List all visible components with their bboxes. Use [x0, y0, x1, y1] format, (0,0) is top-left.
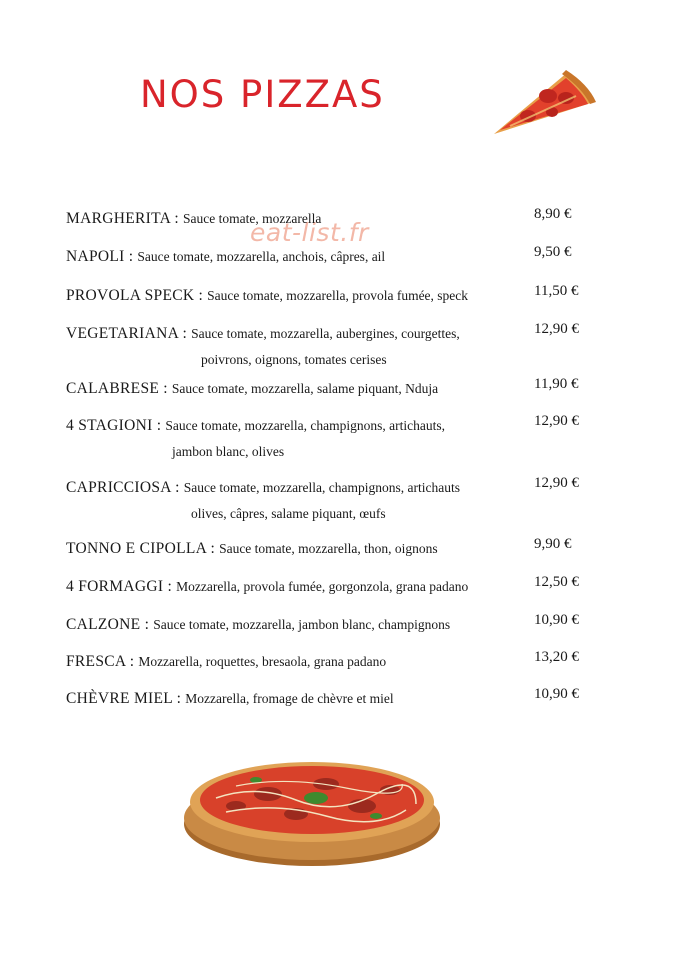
pizza-name: MARGHERITA :: [66, 210, 180, 227]
pizza-price: 11,90 €: [534, 376, 579, 392]
menu-item: [66, 574, 606, 612]
pizza-name: TONNO E CIPOLLA :: [66, 540, 216, 557]
pizza-name: CALABRESE :: [66, 380, 168, 397]
pizza-description: Sauce tomate, mozzarella: [183, 211, 322, 226]
pizza-price: 9,90 €: [534, 536, 572, 552]
menu-item: [66, 686, 606, 724]
menu-item: [66, 321, 606, 376]
pizza-price: 10,90 €: [534, 686, 579, 702]
pizza-menu-list: [66, 206, 606, 724]
pizza-description: Sauce tomate, mozzarella, anchois, câpres, ail: [137, 249, 386, 264]
pizza-description: Mozzarella, roquettes, bresaola, grana padano: [138, 654, 387, 669]
pizza-description-cont: poivrons, oignons, tomates cerises: [201, 352, 387, 367]
pizza-name: CAPRICCIOSA :: [66, 479, 180, 496]
pizza-slice-icon: [490, 66, 596, 140]
pizza-description-cont: olives, câpres, salame piquant, œufs: [191, 506, 386, 521]
pizza-price: 10,90 €: [534, 612, 579, 628]
menu-item: [66, 475, 606, 536]
pizza-price: 12,50 €: [534, 574, 579, 590]
pizza-description: Mozzarella, fromage de chèvre et miel: [185, 691, 394, 706]
menu-item: [66, 649, 606, 686]
pizza-description: Sauce tomate, mozzarella, aubergines, courgettes,: [191, 326, 460, 341]
pizza-description-cont: jambon blanc, olives: [172, 444, 285, 459]
pizza-name: 4 FORMAGGI :: [66, 578, 173, 595]
menu-item: [66, 206, 606, 244]
pizza-illustration: [176, 754, 448, 870]
pizza-price: 12,90 €: [534, 413, 579, 429]
pizza-price: 8,90 €: [534, 206, 572, 222]
menu-item: [66, 244, 606, 283]
page-title: NOS PIZZAS: [140, 73, 385, 116]
pizza-price: 13,20 €: [534, 649, 579, 665]
menu-item: [66, 413, 606, 475]
pizza-name: 4 STAGIONI :: [66, 417, 162, 434]
menu-item: [66, 612, 606, 649]
pizza-description: Mozzarella, provola fumée, gorgonzola, grana padano: [176, 579, 469, 594]
menu-item: [66, 536, 606, 574]
pizza-description: Sauce tomate, mozzarella, champignons, artichauts: [183, 480, 461, 495]
pizza-name: NAPOLI :: [66, 248, 134, 265]
pizza-description: Sauce tomate, mozzarella, jambon blanc, champignons: [153, 617, 451, 632]
pizza-name: CHÈVRE MIEL :: [66, 690, 182, 707]
watermark: eat-list.fr: [250, 218, 369, 247]
pizza-description: Sauce tomate, mozzarella, provola fumée, speck: [207, 288, 469, 303]
pizza-description: Sauce tomate, mozzarella, thon, oignons: [219, 541, 438, 556]
pizza-description: Sauce tomate, mozzarella, champignons, artichauts,: [165, 418, 446, 433]
pizza-price: 12,90 €: [534, 321, 579, 337]
pizza-name: VEGETARIANA :: [66, 325, 188, 342]
pizza-description: Sauce tomate, mozzarella, salame piquant, Nduja: [171, 381, 439, 396]
pizza-name: FRESCA :: [66, 653, 135, 670]
menu-item: [66, 283, 606, 321]
pizza-price: 12,90 €: [534, 475, 579, 491]
pizza-name: PROVOLA SPECK :: [66, 287, 204, 304]
pizza-name: CALZONE :: [66, 616, 150, 633]
pizza-price: 11,50 €: [534, 283, 579, 299]
pizza-price: 9,50 €: [534, 244, 572, 260]
menu-item: [66, 376, 606, 413]
